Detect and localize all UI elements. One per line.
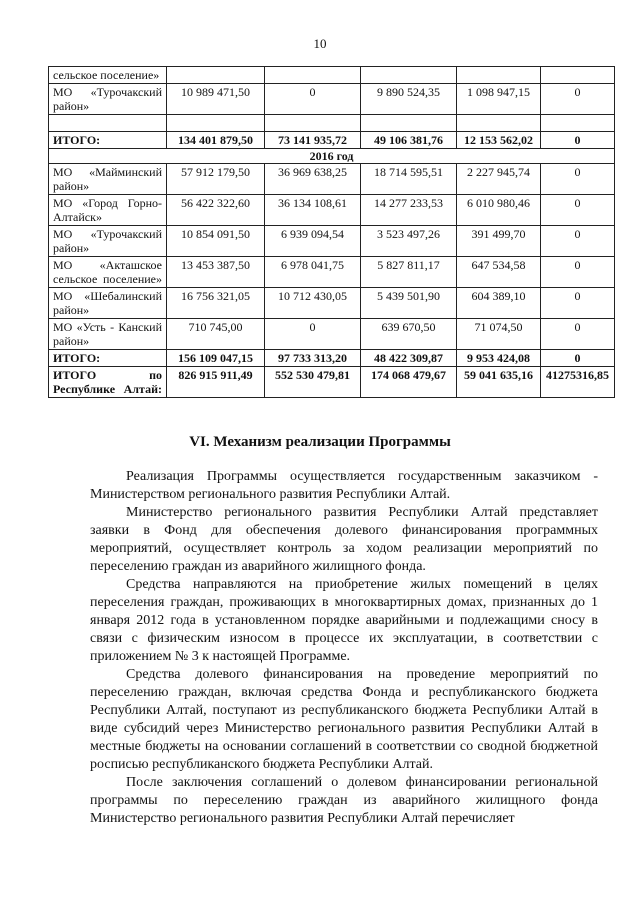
total-row: [49, 350, 615, 367]
row-label: [49, 115, 167, 132]
cell-value: [265, 67, 361, 84]
cell-value: [541, 115, 615, 132]
row-label: МО «Акташское сельское поселение»: [49, 257, 167, 288]
paragraph: Реализация Программы осуществляется государственным заказчиком - Министерством регионального развития Республики Алтай.: [90, 469, 598, 502]
cell-value: 174 068 479,67: [361, 367, 457, 398]
cell-value: 36 969 638,25: [265, 164, 361, 195]
budget-table: [48, 66, 615, 398]
cell-value: 9 890 524,35: [361, 84, 457, 115]
row-label: МО «Город Горно-Алтайск»: [49, 195, 167, 226]
cell-value: 0: [541, 288, 615, 319]
cell-value: 18 714 595,51: [361, 164, 457, 195]
cell-value: 49 106 381,76: [361, 132, 457, 149]
cell-value: 0: [541, 84, 615, 115]
paragraph: После заключения соглашений о долевом финансировании региональной программы по переселению граждан из аварийного жилищного фонда Министерство регионального развития Республики Алтай перечисляет: [90, 775, 598, 826]
cell-value: 5 439 501,90: [361, 288, 457, 319]
paragraph: Средства направляются на приобретение жилых помещений в целях переселения граждан, проживающих в многоквартирных домах, признанных до 1 января 2012 года в установленном порядке аварийными и подлежащими сносу в связи с физическим износом в процессе их эксплуатации, в соответствии с приложением № 3 к настоящей Программе.: [90, 577, 598, 664]
cell-value: 3 523 497,26: [361, 226, 457, 257]
paragraph: Министерство регионального развития Республики Алтай представляет заявки в Фонд для обеспечения долевого финансирования программных мероприятий, осуществляет контроль за ходом реализации мероприятий по переселению граждан из аварийного жилищного фонда.: [90, 505, 598, 574]
cell-value: [167, 67, 265, 84]
cell-value: 57 912 179,50: [167, 164, 265, 195]
row-label: МО «Турочакский район»: [49, 84, 167, 115]
cell-value: 16 756 321,05: [167, 288, 265, 319]
cell-value: 13 453 387,50: [167, 257, 265, 288]
cell-value: 639 670,50: [361, 319, 457, 350]
cell-value: 12 153 562,02: [457, 132, 541, 149]
table-row: [49, 164, 615, 195]
row-label: МО «Усть - Канский район»: [49, 319, 167, 350]
cell-value: 604 389,10: [457, 288, 541, 319]
cell-value: [265, 115, 361, 132]
cell-value: 6 939 094,54: [265, 226, 361, 257]
cell-value: 6 978 041,75: [265, 257, 361, 288]
cell-value: 0: [541, 132, 615, 149]
cell-value: 48 422 309,87: [361, 350, 457, 367]
total-row: [49, 132, 615, 149]
table-row: [49, 288, 615, 319]
page-number: 10: [313, 36, 327, 51]
row-label: МО «Турочакский район»: [49, 226, 167, 257]
cell-value: 552 530 479,81: [265, 367, 361, 398]
cell-value: 59 041 635,16: [457, 367, 541, 398]
table-row: [49, 195, 615, 226]
cell-value: [541, 67, 615, 84]
paragraph: Средства долевого финансирования на проведение мероприятий по переселению граждан, включая средства Фонда и республиканского бюджета Республики Алтай, поступают из республиканского бюджета Республики Алтай в виде субсидий через Министерство регионального развития Республики Алтай в местные бюджеты на основании соглашений в соответствии со сводной бюджетной росписью республиканского бюджета Республики Алтай.: [90, 667, 598, 772]
cell-value: 10 989 471,50: [167, 84, 265, 115]
cell-value: 647 534,58: [457, 257, 541, 288]
budget-table-body: [49, 67, 615, 398]
cell-value: 0: [265, 319, 361, 350]
cell-value: 134 401 879,50: [167, 132, 265, 149]
cell-value: 5 827 811,17: [361, 257, 457, 288]
section-title: VI. Механизм реализации Программы: [189, 434, 451, 450]
cell-value: [361, 115, 457, 132]
cell-value: 71 074,50: [457, 319, 541, 350]
table-row: [49, 319, 615, 350]
cell-value: 156 109 047,15: [167, 350, 265, 367]
cell-value: 41275316,85: [541, 367, 615, 398]
year-header-row: [49, 149, 615, 164]
cell-value: [167, 115, 265, 132]
cell-value: 2 227 945,74: [457, 164, 541, 195]
row-label: МО «Шебалинский район»: [49, 288, 167, 319]
total-row: [49, 367, 615, 398]
table-row: [49, 84, 615, 115]
row-label: МО «Майминский район»: [49, 164, 167, 195]
cell-value: 97 733 313,20: [265, 350, 361, 367]
cell-value: 10 712 430,05: [265, 288, 361, 319]
cell-value: 1 098 947,15: [457, 84, 541, 115]
cell-value: 36 134 108,61: [265, 195, 361, 226]
cell-value: 826 915 911,49: [167, 367, 265, 398]
row-label: сельское поселение»: [49, 67, 167, 84]
cell-value: 9 953 424,08: [457, 350, 541, 367]
cell-value: 0: [541, 164, 615, 195]
row-label: ИТОГО:: [49, 350, 167, 367]
cell-value: [457, 67, 541, 84]
row-label: ИТОГО:: [49, 132, 167, 149]
table-row: [49, 257, 615, 288]
table-row: [49, 226, 615, 257]
cell-value: 6 010 980,46: [457, 195, 541, 226]
cell-value: 73 141 935,72: [265, 132, 361, 149]
table-row: [49, 115, 615, 132]
year-label: 2016 год: [49, 149, 615, 164]
cell-value: [457, 115, 541, 132]
cell-value: 0: [541, 257, 615, 288]
cell-value: 10 854 091,50: [167, 226, 265, 257]
table-row: [49, 67, 615, 84]
cell-value: 0: [541, 195, 615, 226]
cell-value: 391 499,70: [457, 226, 541, 257]
cell-value: 0: [541, 350, 615, 367]
cell-value: 0: [541, 319, 615, 350]
cell-value: 0: [541, 226, 615, 257]
cell-value: 14 277 233,53: [361, 195, 457, 226]
row-label: ИТОГО по Республике Алтай:: [49, 367, 167, 398]
cell-value: [361, 67, 457, 84]
body-text: [90, 468, 598, 828]
cell-value: 0: [265, 84, 361, 115]
cell-value: 710 745,00: [167, 319, 265, 350]
cell-value: 56 422 322,60: [167, 195, 265, 226]
